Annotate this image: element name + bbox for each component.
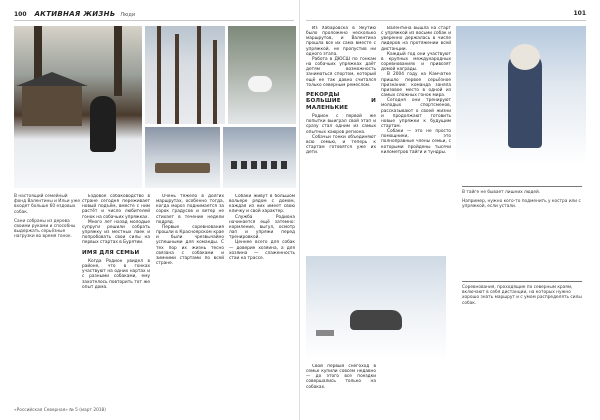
caption-rule xyxy=(462,281,582,282)
section-subtitle: Люди xyxy=(120,12,136,18)
article-paragraph: Из Хабаровска в Якутию было проложено несколько маршрутов, и Валентина прошла все их сама вместе с упряжкой, не пропустив ни одного этапа. xyxy=(306,26,376,57)
article-subheading: ИМЯ ДЛЯ СЕМЬИ xyxy=(82,249,140,256)
sled-shape xyxy=(155,163,210,173)
page-gutter xyxy=(299,0,300,420)
tree-trunk xyxy=(157,26,161,124)
left-page-number: 100 xyxy=(14,11,27,18)
photo-snow-hut xyxy=(14,26,142,188)
dog-shape xyxy=(248,76,272,92)
article-column-3 xyxy=(229,194,295,404)
article-paragraph: Каждый год они участвуют в крупных международных соревнованиях и привозят домой награды. xyxy=(381,51,451,73)
article-paragraph: В 2004 году на Камчатке пришло первое серьёзное признание: команда заняла призовое место в одной из самых сложных гонок мира. xyxy=(381,72,451,99)
left-page-header xyxy=(14,8,294,21)
tree-trunk xyxy=(175,34,179,124)
article-paragraph: Много лет назад молодые супруги решили собрать упряжку из местных лаек и попробовать свои силы на первых стартах в Бурятии. xyxy=(82,219,150,246)
caption-text: Соревнования, проходящие по северным краям, включают в себя дистанции, на которых нужно хорошо знать маршрут и с умом распределять силы собак. xyxy=(462,285,582,306)
tree-trunk xyxy=(197,26,201,124)
right-photo-caption-top xyxy=(462,190,582,214)
article-column-5 xyxy=(381,26,451,356)
person-shape xyxy=(90,96,116,152)
article-paragraph: Сегодня они тренируют молодых спортсменов, рассказывают о своей жизни и продолжают готовить новые упряжки к будущим стартам. xyxy=(381,98,451,129)
article-paragraph: Ездовое собаководство в стране сегодня переживает новый подъём, вместе с ним растёт и число любителей гонок на собачьих упряжках. xyxy=(82,194,150,220)
article-paragraph: Служба Родиона начинается ещё затемно: кормление, выгул, осмотр лап и упряжи перед тренировкой. xyxy=(229,214,295,241)
article-paragraph: Собачьи гонки объединяют всю семью, и теперь к стартам готовятся уже их дети. xyxy=(306,134,376,156)
article-column-4 xyxy=(306,26,376,252)
caption-text: Сани собраны из дерева своими руками и способны выдержать серьёзные нагрузки во время гонок. xyxy=(14,218,76,240)
article-column-2 xyxy=(156,194,224,404)
caption-text: В тайге не бывает лишних людей. xyxy=(462,190,541,195)
photo-sled xyxy=(145,127,220,188)
article-paragraph: Валентина вышла на старт с упряжкой из восьми собак и уверенно держалась в числе лидеров на протяжении всей дистанции. xyxy=(381,26,451,52)
article-column-1 xyxy=(82,194,150,404)
photo-white-dog xyxy=(228,26,296,124)
article-paragraph: Родион с первой же попытки выиграл свой этап и сразу стал одним из самых опытных каюров региона. xyxy=(306,114,376,135)
article-paragraph: Собаки — это не просто помощники, это полноправные члены семьи, с которыми пройдены тысячи километров тайги и тундры. xyxy=(381,129,451,155)
photo-winter-forest xyxy=(145,26,225,124)
fur-hood-shape xyxy=(510,44,540,70)
caption-text: Например, нужно кого-то подменить у костра или с упряжкой, если устали. xyxy=(462,199,581,210)
caption-rule xyxy=(462,186,582,187)
section-title: АКТИВНАЯ ЖИЗНЬ xyxy=(34,10,116,18)
article-paragraph: Ценнее всего для собак — доверие хозяина, а для хозяина — слаженность стаи на трассе. xyxy=(229,240,295,261)
right-page-number: 101 xyxy=(573,10,586,17)
article-column-4-bottom xyxy=(306,364,376,404)
dog-team-shape xyxy=(231,161,287,169)
article-paragraph: Работа в ДЮСШ по гонкам на собачьих упряжках даёт детям возможность заниматься спортом, который ещё не так давно считался только северным ремеслом. xyxy=(306,56,376,88)
article-subheading: РЕКОРДЫ БОЛЬШИЕ И МАЛЕНЬКИЕ xyxy=(306,91,376,111)
right-page-header xyxy=(306,8,586,21)
tree-trunk xyxy=(114,26,122,96)
tree-trunk xyxy=(213,40,217,124)
article-paragraph: Собаки живут в большом вольере рядом с домом, каждая из них имеет свою кличку и свой характер. xyxy=(229,194,295,215)
photo-dog-team xyxy=(223,127,296,188)
photo-musher-portrait xyxy=(456,26,586,164)
left-photo-caption xyxy=(14,194,80,244)
article-paragraph: Первые соревнования прошли в Красноярском крае и были чрезвычайно успешными для команды. С тех пор их жизнь тесно связана с собаками и зимними стартами по всей стране. xyxy=(156,224,224,267)
article-paragraph: Свой первый снегоход в семье купили совсем недавно — до этого все поездки совершались только на собаках. xyxy=(306,364,376,390)
caption-text: В настоящий семейный фонд Валентины и Ильи уже входят больше 60 ездовых собак. xyxy=(14,194,80,215)
hut-shape xyxy=(22,86,82,126)
article-paragraph: Очень тяжело в долгих маршрутах, особенно тогда, когда мороз поднимается за сорок градусов и ветер не стихает в течение недели подряд. xyxy=(156,194,224,225)
right-photo-caption-bottom xyxy=(462,285,582,310)
page-footer: «Российская Северная» № 5 (март 2018) xyxy=(14,408,106,413)
article-paragraph: Когда Родион увидел в районе, что в гонках участвуют на одних нартах и с разными собаками, ему захотелось повторить тот же опыт дома. xyxy=(82,258,150,290)
sled-shape xyxy=(316,330,334,336)
